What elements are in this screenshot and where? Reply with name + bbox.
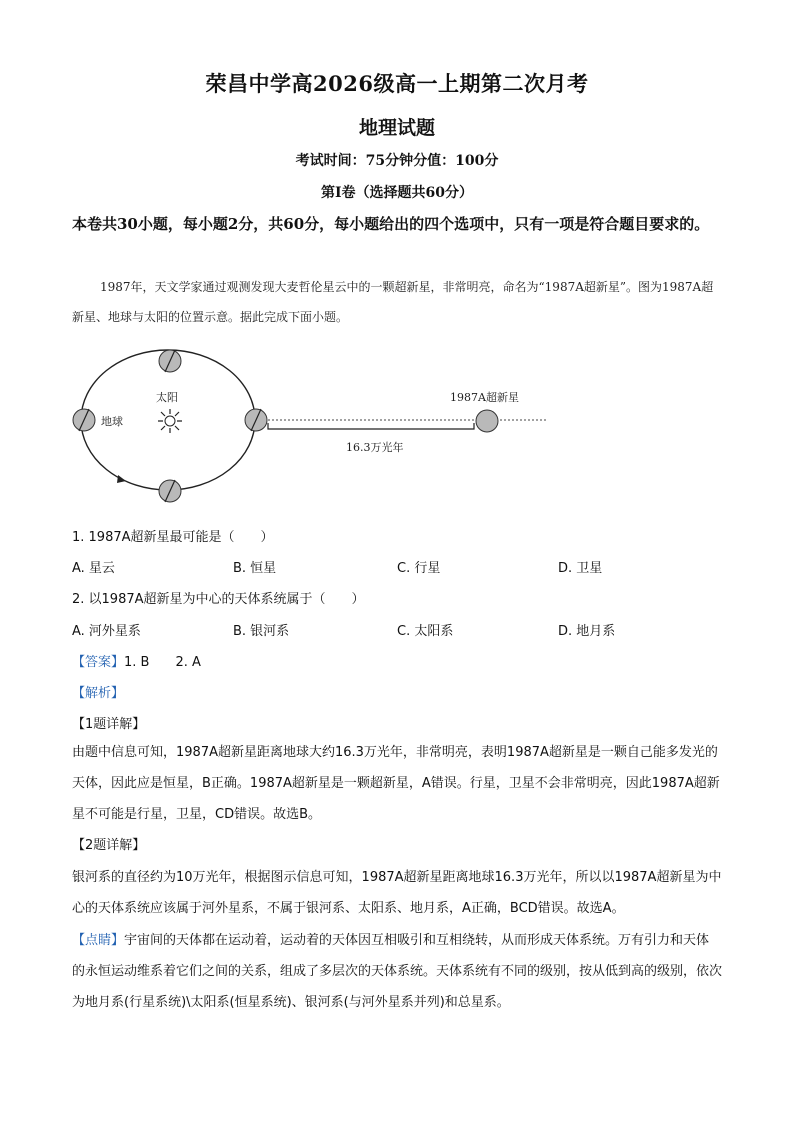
earth-label: 地球 — [101, 415, 123, 428]
answer-text: 1. B 2. A — [124, 655, 201, 670]
detail-2-label: 【2题详解】 — [72, 838, 146, 853]
q1-option-c: C. 行星 — [397, 561, 441, 576]
q2-option-b: B. 银河系 — [233, 624, 290, 639]
tip-paragraph — [72, 925, 722, 1018]
supernova-label: 1987A超新星 — [450, 391, 519, 404]
part-heading: 第Ⅰ卷（选择题共60分） — [320, 185, 474, 201]
orbit-diagram — [60, 335, 560, 515]
q2-option-d: D. 地月系 — [558, 624, 616, 639]
distance-label: 16.3万光年 — [346, 441, 404, 454]
tip-text: 宇宙间的天体都在运动着，运动着的天体因互相吸引和互相绕转，从而形成天体系统。万有引力和天体的永恒运动维系着它们之间的关系，组成了多层次的天体系统。天体系统有不同的级别，按从低到高的级别，依次为地月系(行星系统)\太阳系(恒星系统)、银河系(与河外星系并列)和总星系。 — [72, 933, 723, 1010]
q1-option-a: A. 星云 — [72, 561, 115, 576]
q2-option-a: A. 河外星系 — [72, 624, 141, 639]
subject-title: 地理试题 — [358, 117, 435, 139]
earth-right — [245, 409, 267, 431]
instruction-text: 本卷共30小题，每小题2分，共60分，每小题给出的四个选项中，只有一项是符合题目要求的。 — [72, 215, 710, 233]
detail-1-label: 【1题详解】 — [72, 717, 146, 732]
distance-bracket — [268, 423, 474, 429]
q1-option-b: B. 恒星 — [233, 561, 277, 576]
detail-1-text: 由题中信息可知，1987A超新星距离地球大约16.3万光年，非常明亮，表明1987A超新星是一颗自己能多发光的天体，因此应是恒星，B正确。1987A超新星是一颗超新星，A错误。行星，卫星不会非常明亮，因此1987A超新星不可能是行星，卫星，CD错误。故选B。 — [72, 745, 720, 822]
orbit-arrow-icon — [117, 475, 126, 483]
supernova-icon — [476, 410, 498, 432]
analysis-label: 【解析】 — [72, 686, 125, 701]
earth-left — [73, 409, 95, 431]
q1-option-d: D. 卫星 — [558, 561, 603, 576]
answer-line — [72, 651, 201, 670]
earth-bottom — [159, 480, 181, 502]
question-2-stem: 2. 以1987A超新星为中心的天体系统属于（ ） — [72, 592, 365, 607]
detail-2-text: 银河系的直径约为10万光年，根据图示信息可知，1987A超新星距离地球16.3万光年，所以以1987A超新星为中心的天体系统应该属于河外星系，不属于银河系、太阳系、地月系，A正确，BCD错误。故选A。 — [72, 870, 722, 916]
answer-label: 【答案】 — [72, 655, 125, 670]
tip-label: 【点睛】 — [72, 933, 125, 948]
exam-title: 荣昌中学高2026级高一上期第二次月考 — [205, 71, 589, 96]
q2-option-c: C. 太阳系 — [397, 624, 454, 639]
question-1-stem: 1. 1987A超新星最可能是（ ） — [72, 530, 274, 545]
exam-info: 考试时间：75分钟分值：100分 — [295, 153, 499, 169]
sun-label: 太阳 — [156, 391, 178, 404]
material-text: 1987年，天文学家通过观测发现大麦哲伦星云中的一颗超新星，非常明亮，命名为“1987A超新星”。图为1987A超新星、地球与太阳的位置示意。据此完成下面小题。 — [72, 280, 714, 324]
earth-top — [159, 350, 181, 372]
sun-icon — [158, 409, 182, 433]
